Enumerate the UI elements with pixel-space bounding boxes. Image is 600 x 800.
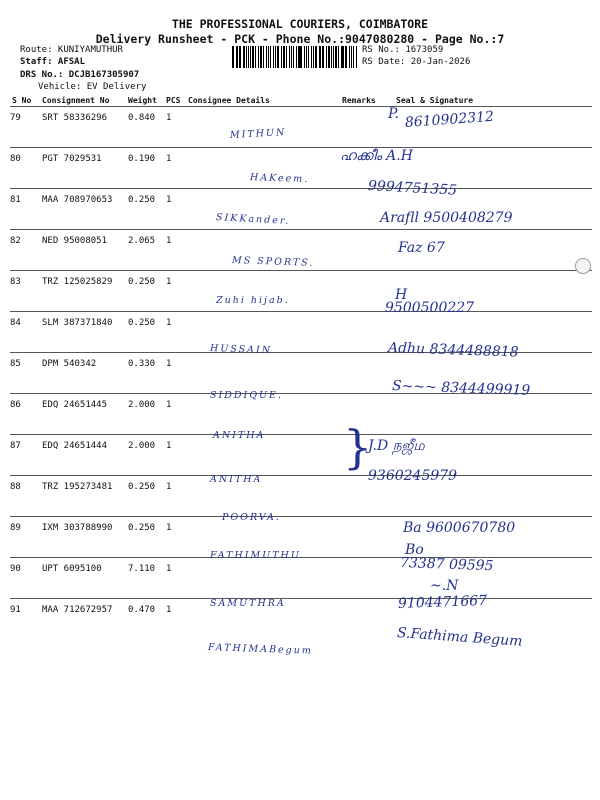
cell-weight: 0.250 [128, 277, 156, 287]
table-header [10, 94, 592, 107]
barcode-bar [351, 46, 352, 68]
receiver-signature-mark: P. [388, 106, 400, 122]
cell-sno: 80 [10, 154, 21, 164]
barcode-bar [289, 46, 290, 68]
barcode-bar [239, 46, 241, 68]
barcode-bar [331, 46, 332, 68]
consignee-name: POORVA. [222, 512, 281, 523]
cell-pcs: 1 [166, 154, 172, 164]
cell-consignment: IXM 303788990 [42, 523, 113, 533]
barcode-bar [341, 46, 342, 68]
drs-number: DRS No.: DCJB167305907 [20, 70, 140, 80]
cell-consignee [186, 353, 340, 394]
receiver-signature: Arafll 9500408279 [380, 210, 513, 226]
cell-sno: 79 [10, 113, 21, 123]
cell-weight: 0.330 [128, 359, 156, 369]
cell-pcs: 1 [166, 441, 172, 451]
cell-consignment: NED 95008051 [42, 236, 108, 246]
barcode-bar [356, 46, 357, 68]
table-row [10, 558, 592, 599]
cell-sno: 82 [10, 236, 21, 246]
cell-pcs: 1 [166, 482, 172, 492]
rs-date: RS Date: 20-Jan-2026 [362, 57, 471, 67]
barcode-bar [263, 46, 264, 68]
cell-remarks [340, 558, 394, 599]
cell-sno: 86 [10, 400, 21, 410]
consignee-name: HAKeem. [249, 172, 310, 186]
barcode-bar [313, 46, 314, 68]
receiver-signature: S~~~ 8344499919 [391, 378, 531, 399]
receiver-signature: J.D நஜீம [368, 438, 425, 454]
cell-pcs: 1 [166, 113, 172, 123]
receiver-signature: S.Fathima Begum [396, 625, 523, 650]
cell-remarks [340, 517, 394, 558]
cell-consignment: MAA 712672957 [42, 605, 113, 615]
barcode-bar [260, 46, 262, 68]
receiver-signature: Ba 9600670780 [403, 520, 516, 536]
cell-sno: 87 [10, 441, 21, 451]
cell-consignment: PGT 7029531 [42, 154, 102, 164]
cell-consignment: UPT 6095100 [42, 564, 102, 574]
consignee-name: HUSSAIN [209, 343, 273, 357]
barcode-bar [335, 46, 337, 68]
cell-consignment: SRT 58336296 [42, 113, 108, 123]
receiver-signature: 8610902312 [404, 108, 495, 131]
cell-weight: 0.250 [128, 482, 156, 492]
consignee-name: MS SPORTS. [231, 255, 315, 269]
company-title: THE PROFESSIONAL COURIERS, COIMBATORE [171, 17, 429, 31]
barcode-bar [236, 46, 237, 68]
col-consignee: Consignee Details [188, 95, 270, 105]
barcode-bar [333, 46, 334, 68]
cell-pcs: 1 [166, 277, 172, 287]
cell-weight: 0.840 [128, 113, 156, 123]
cell-weight: 0.470 [128, 605, 156, 615]
cell-remarks [340, 230, 394, 271]
barcode-bar [320, 46, 321, 68]
cell-weight: 0.250 [128, 523, 156, 533]
receiver-signature: 9104471667 [397, 592, 488, 612]
cell-consignment: SLM 387371840 [42, 318, 113, 328]
cell-weight: 2.065 [128, 236, 156, 246]
runsheet-title: Delivery Runsheet - PCK - Phone No.:9047080280 - Page No.:7 [95, 32, 505, 46]
receiver-signature: Adhu 8344488818 [387, 340, 519, 361]
barcode-bar [338, 46, 339, 68]
receiver-signature-mark: ഹക്കീം A.H [340, 148, 413, 164]
barcode-bar [268, 46, 270, 68]
barcode-bar [270, 46, 271, 68]
consignee-name: FATHIMABegum [207, 642, 314, 657]
receiver-signature-mark: ~.N [430, 578, 459, 594]
barcode-bar [275, 46, 277, 68]
cell-remarks [340, 312, 394, 353]
col-sno: S No [12, 95, 32, 105]
cell-weight: 2.000 [128, 441, 156, 451]
barcode-bar [299, 46, 301, 68]
cell-consignment: EDQ 24651444 [42, 441, 108, 451]
cell-weight: 2.000 [128, 400, 156, 410]
cell-seal [394, 394, 592, 435]
brace-mark: } [343, 420, 373, 474]
barcode-bar [306, 46, 307, 68]
cell-pcs: 1 [166, 359, 172, 369]
cell-consignment: MAA 708970653 [42, 195, 113, 205]
barcode-bar [353, 46, 355, 68]
table-row [10, 435, 592, 476]
consignee-name: ANITHA [210, 474, 263, 485]
cell-pcs: 1 [166, 605, 172, 615]
cell-sno: 81 [10, 195, 21, 205]
barcode-bar [298, 46, 299, 68]
cell-sno: 90 [10, 564, 21, 574]
rs-number: RS No.: 1673059 [362, 45, 444, 55]
col-seal: Seal & Signature [396, 95, 474, 105]
receiver-signature: 73387 09595 [399, 555, 494, 575]
receiver-signature: 9500500227 [385, 300, 475, 316]
barcode-bar [293, 46, 294, 68]
cell-sno: 88 [10, 482, 21, 492]
barcode-bar [319, 46, 320, 68]
barcode-bar [281, 46, 282, 68]
barcode-bar [232, 46, 234, 68]
barcode-bar [277, 46, 279, 68]
receiver-signature: 9360245979 [368, 468, 458, 484]
consignee-name: SAMUTHRA [210, 598, 286, 609]
barcode-bar [237, 46, 238, 68]
barcode-bar [311, 46, 313, 68]
barcode-bar [243, 46, 245, 68]
cell-sno: 89 [10, 523, 21, 533]
cell-pcs: 1 [166, 318, 172, 328]
barcode-bar [286, 46, 287, 68]
barcode-bar [308, 46, 309, 68]
barcode-bar [283, 46, 285, 68]
cell-sno: 83 [10, 277, 21, 287]
table-row [10, 271, 592, 312]
cell-consignee [186, 107, 340, 148]
barcode-bar [345, 46, 347, 68]
col-remarks: Remarks [342, 95, 376, 105]
staff-label: Staff: AFSAL [20, 57, 86, 67]
barcode [232, 46, 358, 68]
cell-sno: 85 [10, 359, 21, 369]
receiver-signature: Faz 67 [398, 240, 445, 256]
cell-remarks [340, 599, 394, 640]
consignee-name: ANITHA [213, 430, 266, 441]
cell-sno: 91 [10, 605, 21, 615]
vehicle-label: Vehicle: EV Delivery [38, 82, 147, 92]
barcode-bar [349, 46, 350, 68]
receiver-signature-mark: H [395, 287, 408, 303]
barcode-bar [248, 46, 249, 68]
consignee-name: Zuhi hijab. [216, 295, 290, 306]
route-label: Route: KUNIYAMUTHUR [20, 45, 123, 55]
barcode-bar [252, 46, 254, 68]
cell-sno: 84 [10, 318, 21, 328]
receiver-signature-mark: Bo [405, 542, 424, 558]
barcode-bar [296, 46, 297, 68]
barcode-bar [304, 46, 306, 68]
barcode-bar [342, 46, 344, 68]
col-consignment: Consignment No [42, 95, 110, 105]
punch-hole [575, 258, 591, 274]
cell-consignment: EDQ 24651445 [42, 400, 108, 410]
cell-pcs: 1 [166, 195, 172, 205]
barcode-bar [255, 46, 257, 68]
barcode-bar [326, 46, 327, 68]
receiver-signature: 9994751355 [367, 178, 458, 199]
col-pcs: PCS [166, 95, 181, 105]
cell-remarks [340, 353, 394, 394]
table-row [10, 394, 592, 435]
cell-consignee [186, 558, 340, 599]
barcode-bar [258, 46, 259, 68]
cell-consignment: TRZ 125025829 [42, 277, 113, 287]
cell-pcs: 1 [166, 523, 172, 533]
barcode-bar [322, 46, 324, 68]
barcode-bar [246, 46, 247, 68]
consignee-name: MITHUN [229, 127, 287, 141]
cell-weight: 0.250 [128, 318, 156, 328]
consignee-name: SIKKander. [215, 212, 291, 227]
cell-consignment: DPM 540342 [42, 359, 97, 369]
barcode-bar [328, 46, 330, 68]
barcode-bar [291, 46, 293, 68]
table-row [10, 107, 592, 148]
barcode-bar [266, 46, 267, 68]
cell-pcs: 1 [166, 400, 172, 410]
cell-pcs: 1 [166, 564, 172, 574]
barcode-bar [273, 46, 274, 68]
cell-weight: 0.250 [128, 195, 156, 205]
cell-weight: 7.110 [128, 564, 156, 574]
cell-pcs: 1 [166, 236, 172, 246]
cell-remarks [340, 107, 394, 148]
consignee-name: SIDDIQUE. [210, 390, 283, 401]
col-weight: Weight [128, 95, 157, 105]
table-row [10, 476, 592, 517]
barcode-bar [315, 46, 317, 68]
barcode-bar [250, 46, 251, 68]
cell-consignment: TRZ 195273481 [42, 482, 113, 492]
cell-weight: 0.190 [128, 154, 156, 164]
consignee-name: FATHIMUTHU. [210, 550, 305, 561]
